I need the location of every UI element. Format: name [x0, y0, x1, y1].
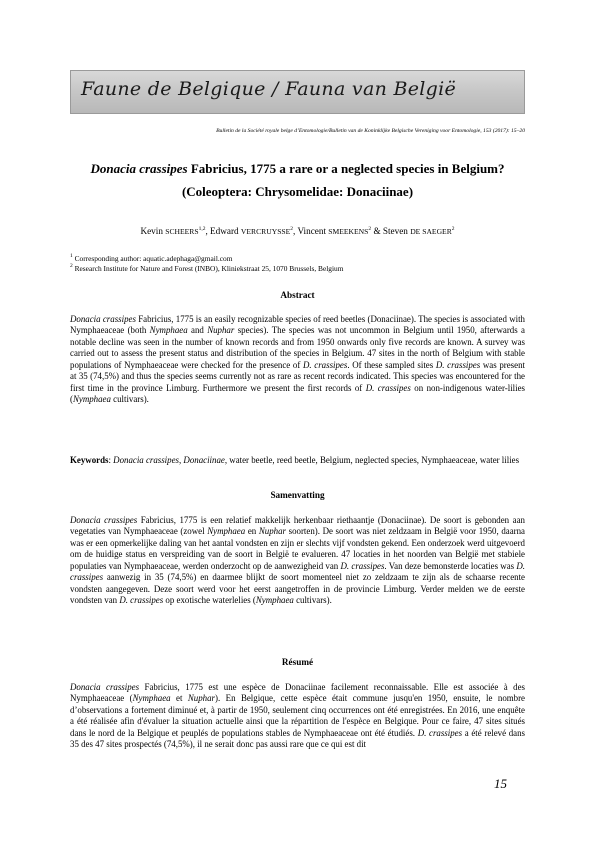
text-run: a été relevé dans 35 des 47 sites prospectés (74,5%), il ne serait donc pas aussi rare que ce qui est dit: [70, 727, 525, 750]
author-family-name: VERCRUYSSE: [240, 227, 291, 236]
author-separator: ,: [293, 226, 298, 236]
author-given-name: Edward: [210, 226, 241, 236]
affiliation-number: 2: [70, 263, 73, 269]
resume-paragraph: [70, 682, 525, 751]
author-given-name: Steven: [382, 226, 411, 236]
article-title-line-1: [60, 158, 535, 180]
italic-term: Donacia crassipes: [70, 515, 138, 525]
text-run: . Van deze bemonsterde locaties was: [384, 560, 517, 571]
italic-term: Nymphaea: [207, 526, 246, 537]
samenvatting-paragraph: [70, 515, 525, 607]
author-affiliation-mark: 2: [451, 226, 455, 232]
author-family-name: SMEEKENS: [328, 227, 369, 236]
italic-term: Nuphar: [187, 693, 216, 704]
resume-heading: Résumé: [281, 657, 314, 667]
journal-banner: [70, 70, 525, 114]
italic-term: D. crassipes: [119, 595, 164, 606]
affiliation-2: [70, 264, 525, 273]
italic-term: Nuphar: [207, 325, 235, 336]
text-run: aanwezig in 35 (74,5%) en daarmee blijkt de soort momenteel niet zo zeldzaam te zijn als de schaarse recente vondsten aangegeven. Deze soort werd voor het eerst aangetroffen in de provincie Limburg. Verder melden we de eerste vondsten van: [70, 572, 525, 606]
text-run: Fabricius, 1775 est une espèce de Donaciinae facilement reconnaissable. Elle est associée à des Nymphaeaceae (: [70, 682, 525, 704]
author-family-name: DE SAEGER: [410, 227, 452, 236]
italic-term: Donacia crassipes: [70, 682, 140, 692]
title-rest: Fabricius, 1775 a rare or a neglected species in Belgium?: [187, 161, 505, 176]
text-run: et: [170, 693, 188, 704]
keywords-paragraph: [70, 455, 525, 466]
samenvatting-heading: Samenvatting: [270, 490, 325, 500]
text-run: cultivars).: [293, 595, 332, 606]
author-affiliation-mark: 2: [368, 226, 372, 232]
text-run: on non-indigenous water-lilies (: [70, 382, 525, 405]
author-given-name: Kevin: [140, 226, 166, 236]
author-family-name: SCHEERS: [165, 227, 199, 236]
italic-term: Nymphaea: [255, 595, 294, 606]
author-separator: &: [371, 226, 383, 236]
author-separator: ,: [205, 226, 211, 236]
text-run: Fabricius, 1775 is an easily recognizable species of reed beetles (Donaciinae). The species is associated with Nymphaeaceae (both: [70, 314, 525, 336]
italic-term: Donaciinae: [183, 455, 225, 465]
italic-term: D. crassipes: [302, 359, 348, 370]
italic-term: D. crassipes: [417, 727, 463, 738]
abstract-paragraph: [70, 314, 525, 406]
text-run: en: [245, 526, 259, 537]
affiliation-1: [70, 254, 525, 263]
italic-term: Nymphaea: [149, 325, 188, 336]
page-number: 15: [494, 776, 507, 791]
italic-term: D. crassipes: [340, 560, 385, 571]
italic-term: Donacia crassipes: [70, 314, 136, 324]
italic-term: Nuphar: [258, 526, 286, 537]
text-run: ,: [178, 455, 184, 465]
text-run: cultivars).: [110, 394, 149, 405]
abstract-heading: Abstract: [280, 290, 315, 300]
title-species-name: Donacia crassipes: [90, 161, 188, 176]
keywords-text: [108, 455, 519, 465]
text-run: soorten). De soort was niet zeldzaam in België voor 1950, daarna was er een opmerkelijke daling van het aantal vondsten en zijn er slechts vijf vondsten gekend. Een onderzoek werd uitgevoerd om de huidige status en verspreiding van de soort in België te evalueren. 47 locaties in het noorden van België met stabiele populaties van Nymphaeaceae, werden onderzocht op de aanwezigheid van: [70, 526, 525, 571]
journal-banner-title: Faune de Belgique / Fauna van België: [81, 78, 457, 100]
text-run: :: [108, 455, 114, 465]
author-affiliation-mark: 2: [290, 226, 294, 232]
italic-term: Nymphaea: [72, 394, 111, 405]
text-run: was present at 35 (74,5%) and thus the species seems currently not as rare as recent records indicated. This species was encountered for the first time in the province Limburg. Furthermore we present the first records of: [70, 359, 525, 393]
text-run: ). En Belgique, cette espèce était commune jusqu'en 1950, ensuite, le nombre d’observations a fortement diminué et, à partir de 1950, seulement cinq occurrences ont été enregistrées. En 2016, une enquête a été réalisée afin d'évaluer la situation actuelle ainsi que la répartition de l'espèce en Belgique. Pour ce faire, 47 sites situés dans le nord de la Belgique et peuplés de populations stables de Nymphaeaceae ont été étudiés.: [70, 693, 526, 738]
author-list: [70, 226, 525, 236]
text-run: Fabricius, 1775 is een relatief makkelijk herkenbaar riethaantje (Donaciinae). De soort is gebonden aan vegetaties van Nymphaeaceae (zowel: [70, 515, 525, 537]
affiliation-text: Corresponding author: aquatic.adephaga@gmail.com: [72, 254, 233, 263]
text-run: species). The species was not uncommon in Belgium until 1950, afterwards a notable decline was seen in the number of known records and from 1950 onwards only five records are known. A survey was carried out to assess the present status and distribution of the species in Belgium. 47 sites in the north of Belgium with stable populations of Nymphaeaceae were checked for the presence of: [70, 325, 525, 370]
text-run: , water beetle, reed beetle, Belgium, neglected species, Nymphaeaceae, water lilies: [224, 455, 520, 465]
italic-term: Nymphaea: [132, 693, 171, 704]
article-title-line-2: (Coleoptera: Chrysomelidae: Donaciinae): [181, 184, 414, 199]
bulletin-citation: Bulletin de la Société royale belge d’Entomologie/Bulletin van de Koninklijke Belgische Vereniging voor Entomologie, 153 (2017): 15–20: [216, 128, 525, 134]
author-given-name: Vincent: [297, 226, 329, 236]
text-run: op exotische waterlelies (: [163, 595, 256, 606]
text-run: . Of these sampled sites: [347, 359, 436, 370]
text-run: and: [187, 325, 208, 336]
affiliation-text: Research Institute for Nature and Forest (INBO), Kliniekstraat 25, 1070 Brussels, Belgium: [72, 264, 344, 273]
italic-term: D. crassipes: [70, 560, 526, 583]
italic-term: Donacia crassipes: [113, 455, 179, 465]
italic-term: D. crassipes: [435, 359, 481, 370]
italic-term: D. crassipes: [365, 382, 411, 393]
keywords-label: Keywords: [70, 455, 109, 465]
author-affiliation-mark: 1,2: [198, 226, 206, 232]
affiliation-number: 1: [70, 253, 73, 259]
